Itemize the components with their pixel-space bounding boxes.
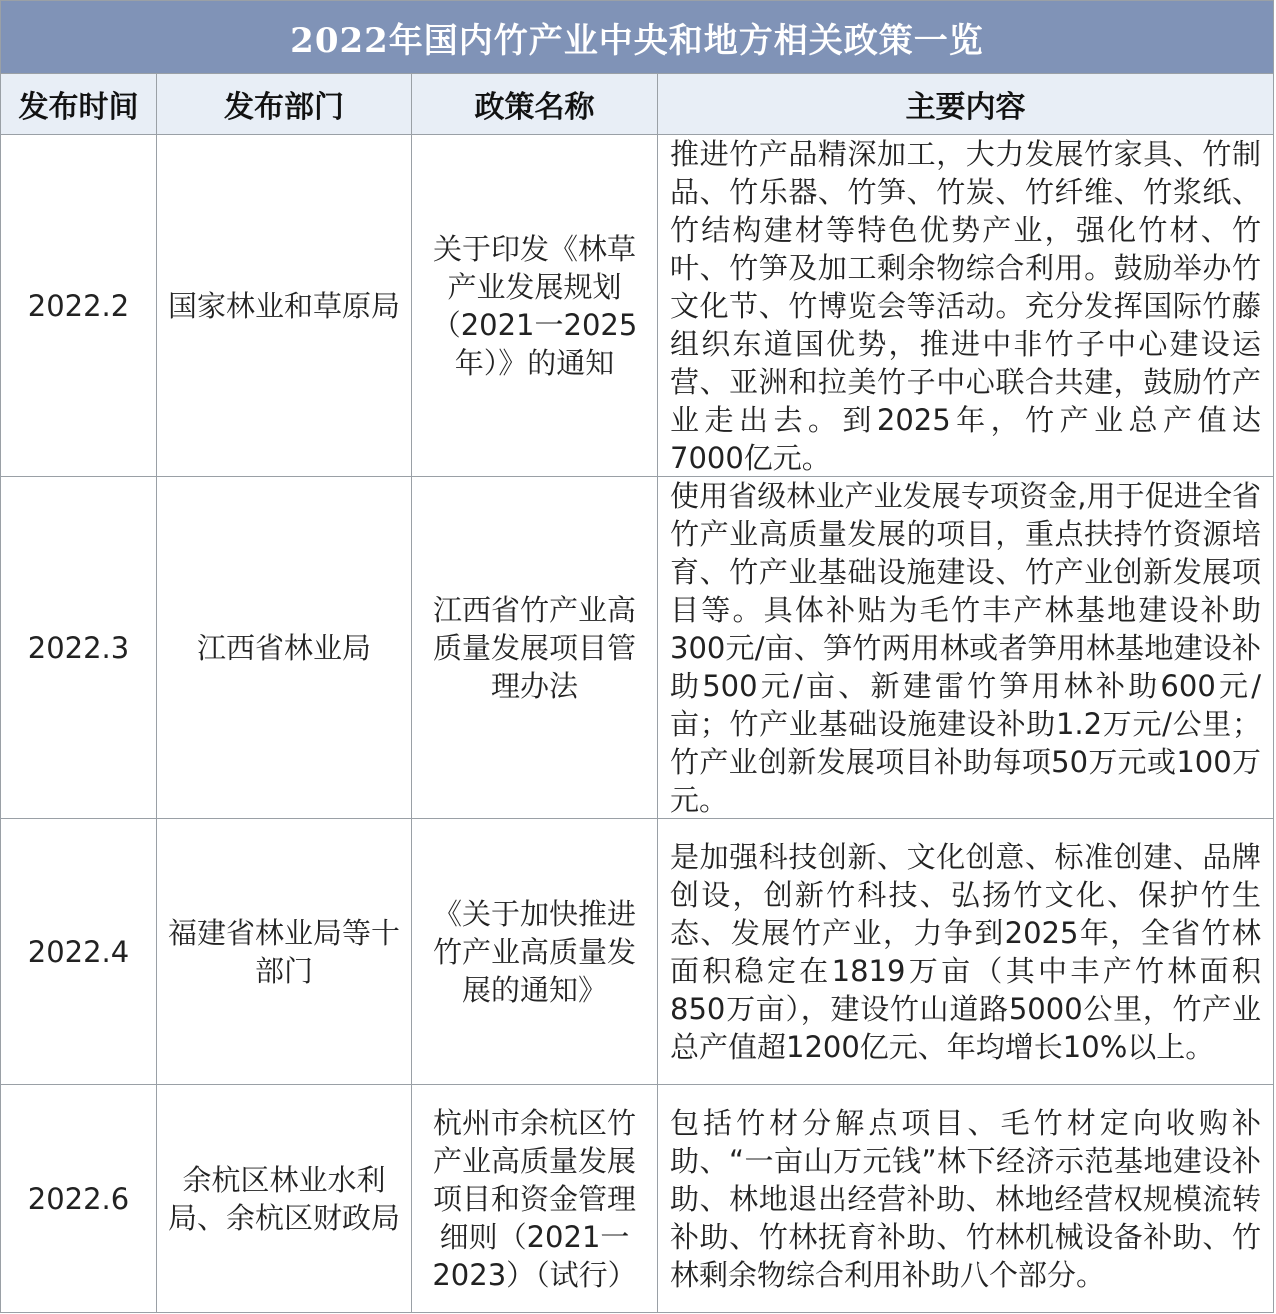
header-content: 主要内容	[658, 73, 1273, 134]
policy-cell: 关于印发《林草产业发展规划（2021一2025年）》的通知	[412, 134, 658, 477]
date-cell: 2022.4	[1, 818, 157, 1084]
date-cell: 2022.3	[1, 476, 157, 819]
table-row	[1, 134, 1273, 476]
dept-cell: 福建省林业局等十部门	[157, 818, 412, 1084]
policy-cell: 江西省竹产业高质量发展项目管理办法	[412, 476, 658, 819]
header-row	[1, 73, 1273, 134]
date-cell: 2022.2	[1, 134, 157, 477]
table-row	[1, 476, 1273, 818]
header-policy: 政策名称	[412, 73, 658, 134]
content-cell: 使用省级林业产业发展专项资金,用于促进全省竹产业高质量发展的项目，重点扶持竹资源培育、竹产业基础设施建设、竹产业创新发展项目等。具体补贴为毛竹丰产林基地建设补助300元/亩、笋竹两用林或者笋用林基地建设补助500元/亩、新建雷竹笋用林补助600元/亩；竹产业基础设施建设补助1.2万元/公里；竹产业创新发展项目补助每项50万元或100万元。	[658, 476, 1273, 819]
dept-cell: 国家林业和草原局	[157, 134, 412, 477]
table-row	[1, 1084, 1273, 1312]
table-title: 2022年国内竹产业中央和地方相关政策一览	[1, 1, 1273, 73]
dept-cell: 余杭区林业水利局、余杭区财政局	[157, 1084, 412, 1312]
content-cell: 推进竹产品精深加工，大力发展竹家具、竹制品、竹乐器、竹笋、竹炭、竹纤维、竹浆纸、竹结构建材等特色优势产业，强化竹材、竹叶、竹笋及加工剩余物综合利用。鼓励举办竹文化节、竹博览会等活动。充分发挥国际竹藤组织东道国优势，推进中非竹子中心建设运营、亚洲和拉美竹子中心联合共建，鼓励竹产业走出去。到2025年，竹产业总产值达 7000亿元。	[658, 134, 1273, 477]
policy-cell: 杭州市余杭区竹产业高质量发展项目和资金管理细则（2021一2023）（试行）	[412, 1084, 658, 1312]
date-cell: 2022.6	[1, 1084, 157, 1312]
content-cell: 是加强科技创新、文化创意、标准创建、品牌创设，创新竹科技、弘扬竹文化、保护竹生态、发展竹产业，力争到2025年，全省竹林面积稳定在1819万亩（其中丰产竹林面积850万亩），建设竹山道路5000公里，竹产业总产值超1200亿元、年均增长10%以上。	[658, 818, 1273, 1084]
header-dept: 发布部门	[157, 73, 412, 134]
dept-cell: 江西省林业局	[157, 476, 412, 819]
table-row	[1, 818, 1273, 1084]
content-cell: 包括竹材分解点项目、毛竹材定向收购补助、“一亩山万元钱”林下经济示范基地建设补助、林地退出经营补助、林地经营权规模流转补助、竹林抚育补助、竹林机械设备补助、竹林剩余物综合利用补助八个部分。	[658, 1084, 1273, 1312]
header-date: 发布时间	[1, 73, 157, 134]
policy-cell: 《关于加快推进竹产业高质量发展的通知》	[412, 818, 658, 1084]
